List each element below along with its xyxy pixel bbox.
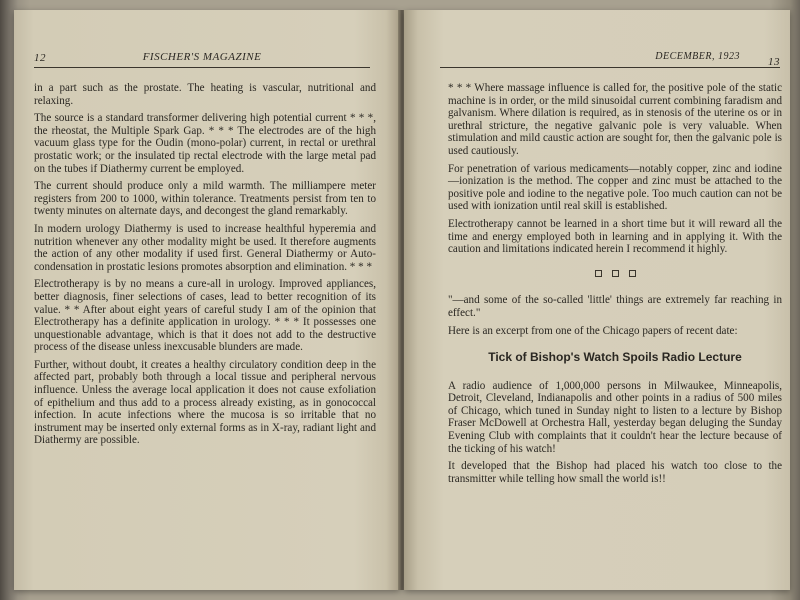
right-column <box>448 82 782 490</box>
paragraph: For penetration of various medicaments—notably copper, zinc and iodine—ionization is the method. The copper and zinc must be attached to the positive pole and iodine to the negative pole. Too much caution can not be used with ionization until real skill is established. <box>448 162 782 213</box>
paragraph: The current should produce only a mild warmth. The milliampere meter registers from 200 to 1000, within tolerance. Treatments persist from ten to twenty minutes on alternate days, and decongest the gland remarkably. <box>34 180 376 218</box>
article-headline: Tick of Bishop's Watch Spoils Radio Lecture <box>488 350 742 365</box>
paragraph: Electrotherapy is by no means a cure-all in urology. Improved appliances, better diagnosis, finer selections of cases, lead to better recognition of its value. * * After about eight years of careful study I am of the opinion that Electrotherapy has a definite application in urology. * * * It possesses one unquestionable advantage, which is that it does not add to the destructive process of the disease unless inexcusable blunders are made. <box>34 278 376 354</box>
paragraph: in a part such as the prostate. The heating is vascular, nutritional and relaxing. <box>34 82 376 107</box>
right-page <box>404 10 790 590</box>
right-page-number: 13 <box>768 56 780 68</box>
quote-paragraph: "—and some of the so-called 'little' things are extremely far reaching in effect." <box>448 294 782 319</box>
left-page <box>14 10 400 590</box>
issue-date: DECEMBER, 1923 <box>655 51 740 62</box>
right-running-header <box>440 48 780 68</box>
paragraph: * * * Where massage influence is called for, the positive pole of the static machine is in order, or the mild sinusoidal current combining faradism and galvanism. Where dilation is required, as in stenosis of the uterine os or in urethral stricture, the negative galvanic pole is very valuable. When stimulation and mild caustic action are sought for, then the galvanic pole is used cautiously. <box>448 82 782 157</box>
left-running-header <box>34 48 370 68</box>
intro-paragraph: Here is an excerpt from one of the Chicago papers of recent date: <box>448 324 738 337</box>
paragraph: A radio audience of 1,000,000 persons in Milwaukee, Minneapolis, Detroit, Cleveland, Indianapolis and other points in a radius of 500 miles of Chicago, which tuned in Sunday night to listen to a lecture by Bishop Fraser McDowell at Orchestra Hall, yesterday began deluging the Sunday Evening Club with complaints that it couldn't hear the lecture because of the ticking of his watch! <box>448 379 782 455</box>
section-ornament <box>448 268 782 281</box>
paragraph: It developed that the Bishop had placed his watch too close to the transmitter while telling how small the world is!! <box>448 460 782 485</box>
paragraph: Further, without doubt, it creates a healthy circulatory condition deep in the affected part, probably both through a local tissue and peripheral nervous influence. Unless the average local application it does not cause exfoliation of epithelium and thus add to a process already existing, as in gonococcal infection. In acute infections where the mucosa is so irritable that no instrument may be inserted only external forms as in X-ray, radiant light and Diathermy are possible. <box>34 358 376 447</box>
paragraph: In modern urology Diathermy is used to increase healthful hyperemia and nutrition whenever any other modality might be used. It therefore augments the action of any other modality if used first. General Diathermy or Auto-condensation in prostatic lesions promotes absorption and elimination. * * * <box>34 222 376 273</box>
paragraph: The source is a standard transformer delivering high potential current * * *, the rheostat, the Multiple Spark Gap. * * * The electrodes are of the high vacuum glass type for the Oudin (mono-polar) current, in rectal or urethral prostatic work; or the insulated tip rectal electrode with the large metal pad on the tubes if Diathermy current be employed. <box>34 112 376 175</box>
left-column <box>34 82 376 452</box>
paragraph: Electrotherapy cannot be learned in a short time but it will reward all the time and energy employed both in learning and in applying it. With the caution and limitations indicated herein I recommend it highly. <box>448 217 782 256</box>
magazine-title: FISCHER'S MAGAZINE <box>142 51 262 63</box>
left-page-number: 12 <box>34 52 46 64</box>
